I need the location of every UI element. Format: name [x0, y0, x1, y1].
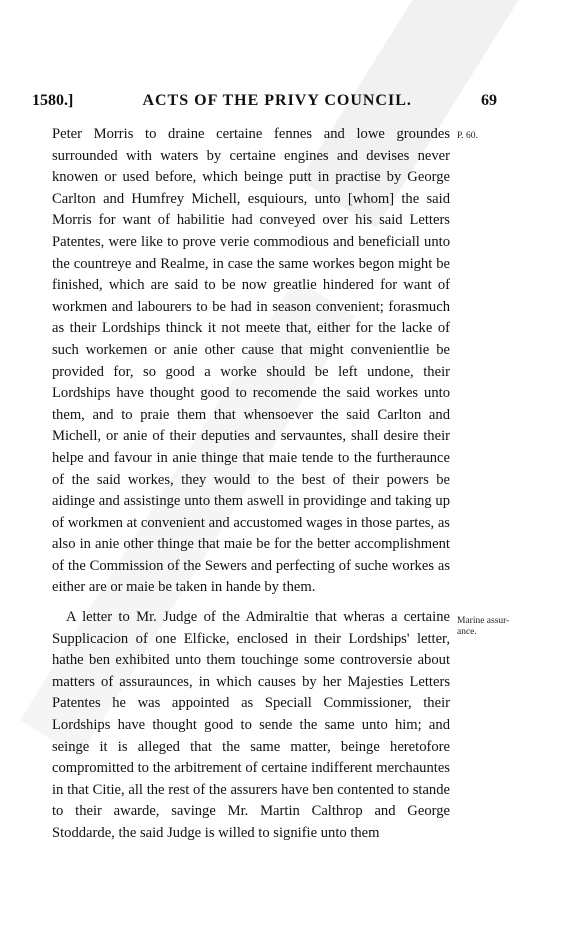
header-year: 1580.] [32, 92, 74, 109]
page-body [52, 124, 450, 845]
margin-note-marine: Marine assur-ance. [457, 616, 510, 637]
page-number: 69 [480, 92, 497, 109]
paragraph-admiralty-letter: A letter to Mr. Judge of the Admiraltie that wheras a certaine Supplicacion of one Elficke, enclosed in their Lordships' letter, hathe ben exhibited unto them touchinge some controversie about matters of assuraunces, in which causes by her Majesties Letters Patentes he was appointed as Speciall Commissioner, their Lordships have thought good to sende the same unto him; and seinge it is alleged that the same matter, beinge heretofore compromitted to the arbitrement of certaine indifferent merchauntes in that Citie, all the rest of the assurers have ben contented to stande to their awarde, savinge Mr. Martin Calthrop and George Stoddarde, the said Judge is willed to signifie unto them [52, 609, 450, 841]
header-title: ACTS OF THE PRIVY COUNCIL. [142, 92, 412, 109]
margin-note-page-ref: P. 60. [457, 131, 478, 141]
paragraph-drainage-letter: Peter Morris to draine certaine fennes and lowe groundes surrounded with waters by certaine engines and devises never knowen or used before, which beinge putt in practise by George Carlton and Humfrey Michell, esquiours, unto [whom] the said Morris for want of habilitie had conveyed over his said Letters Patentes, were like to prove verie commodious and beneficiall unto the countreye and Realme, in case the same workes begon might be finished, which are said to be now greatlie hindered for want of workmen and labourers to be had in season convenient; forasmuch as their Lordships thinck it not meete that, either for the lacke of such workemen or anie other cause that might convenientlie be provided for, so good a worke should be left undone, their Lordships have thought good to recomende the said workes unto them, and to praie them that whensoever the said Carlton and Michell, or anie of their deputies and servauntes, shall desire their helpe and favour in anie thinge that maie tende to the furtheraunce of the said workes, they would to the best of their powers be aidinge and assistinge unto them aswell in providinge and taking up of workmen at convenient and accustomed wages in those partes, as also in anie other thinge that maie be for the better accomplishment of the Commission of the Sewers and perfecting of suche workes as either are or maie be taken in hande by them. [52, 126, 450, 596]
running-header [32, 92, 497, 110]
